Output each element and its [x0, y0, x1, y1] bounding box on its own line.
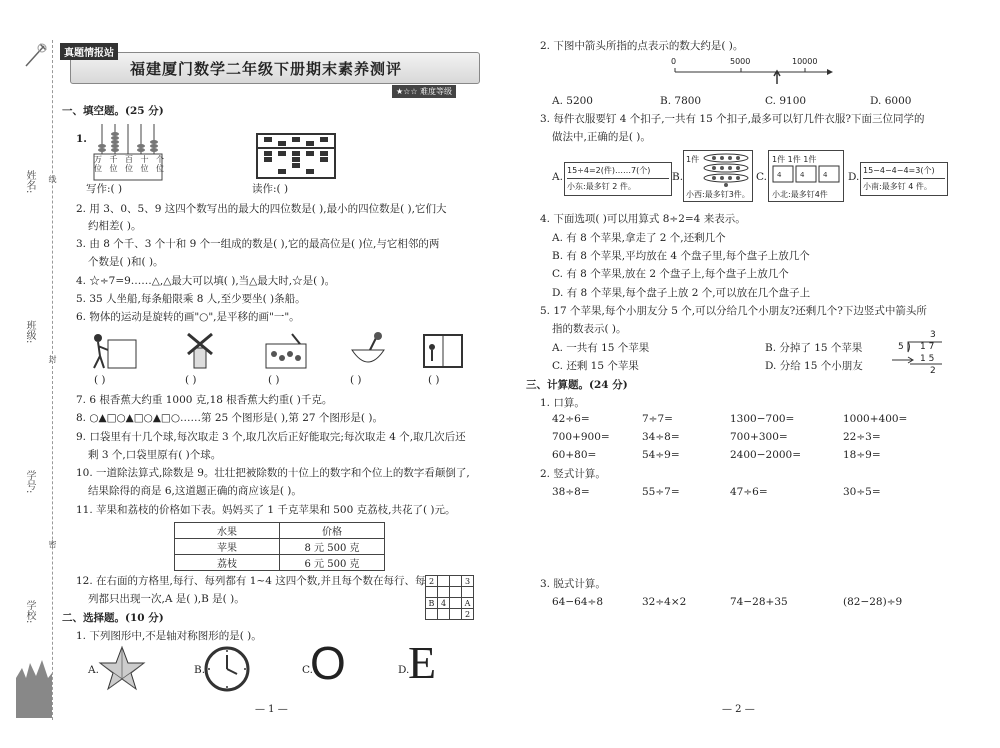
- page-number-1: — 1 —: [255, 704, 288, 715]
- sliding-window-icon: [422, 333, 464, 369]
- box-d-eq: 15−4−4−4=3(个): [863, 166, 935, 175]
- oral-item: 1300−700=: [730, 413, 795, 425]
- box-c-ans: 小北:最多钉4件: [772, 190, 828, 199]
- q6-blank-3: ( ): [268, 374, 280, 386]
- q6: 6. 物体的运动是旋转的画"○",是平移的画"一"。: [76, 311, 300, 323]
- c1-option-c: C.: [302, 664, 313, 676]
- oral-item: 18÷9=: [843, 449, 881, 461]
- grid-cell: [426, 609, 438, 620]
- tag-label: 真题情报站: [60, 43, 118, 60]
- c3-box-b: [683, 150, 753, 202]
- q8: 8. ○▲□○▲□○▲□○……第 25 个图形是( ),第 27 个图形是( )。: [76, 412, 383, 424]
- q11: 11. 苹果和荔枝的价格如下表。妈妈买了 1 千克苹果和 500 克荔枝,共花了( )元。: [76, 504, 456, 516]
- c2-option-a: A. 5200: [552, 95, 593, 107]
- section-1-heading: 一、填空题。(25 分): [62, 105, 164, 117]
- table-header-cell: 水果: [175, 523, 280, 539]
- margin-seal-word: 封: [48, 355, 57, 363]
- grid-cell: B: [426, 598, 438, 609]
- oral-item: 700+300=: [730, 431, 788, 443]
- oral-row: [552, 449, 952, 467]
- c2-option-b: B. 7800: [660, 95, 702, 107]
- mixing-bowl-icon: [348, 330, 388, 370]
- vertical-2: 55÷7=: [642, 486, 680, 498]
- oral-row: [552, 413, 952, 431]
- choice-4: 4. 下面选项( )可以用算式 8÷2=4 来表示。: [540, 213, 746, 225]
- q9-line1: 9. 口袋里有十几个球,每次取走 3 个,取几次后正好能取完;每次取走 4 个,取几次后还: [76, 431, 466, 443]
- q6-blank-4: ( ): [350, 374, 362, 386]
- q2-line2: 约相差( )。: [88, 220, 142, 232]
- c1-option-d: D.: [398, 664, 410, 676]
- grid-cell: 3: [462, 576, 474, 587]
- sudoku-grid: [425, 575, 474, 620]
- oral-item: 22÷3=: [843, 431, 881, 443]
- vertical-1: 38÷8=: [552, 486, 590, 498]
- pen-icon: [22, 40, 50, 70]
- clock-icon: [204, 646, 250, 692]
- table-header-row: [175, 523, 385, 539]
- oral-item: 700+900=: [552, 431, 610, 443]
- class-label: 班级:: [24, 320, 35, 344]
- q4: 4. ☆÷7=9……△,△最大可以填( ),当△最大时,☆是( )。: [76, 275, 336, 287]
- decor-silhouette: [14, 648, 54, 718]
- price-table: [174, 522, 385, 571]
- c3-box-d: [860, 162, 948, 196]
- q12-line2: 列都只出现一次,A 是( ),B 是( )。: [88, 593, 245, 605]
- oral-table: [552, 413, 952, 467]
- q2-line1: 2. 用 3、0、5、9 这四个数写出的最大的四位数是( ),最小的四位数是( ),它们大: [76, 203, 447, 215]
- q12-line1: 12. 在右面的方格里,每行、每列都有 1~4 这四个数,并且每个数在每行、每: [76, 575, 426, 587]
- q6-blank-1: ( ): [94, 374, 106, 386]
- grid-cell: [450, 598, 462, 609]
- box-c-label: 1件 1件 1件: [772, 155, 817, 164]
- difficulty-badge: ★☆☆ 难度等级: [392, 85, 456, 98]
- tick-10000: 10000: [792, 57, 818, 66]
- c5-option-b: B. 分掉了 15 个苹果: [765, 342, 863, 354]
- c3-option-c: C.: [756, 171, 767, 183]
- grid-cell: 2: [462, 609, 474, 620]
- divisor: 5: [898, 342, 904, 352]
- grid-cell: [462, 587, 474, 598]
- grid-cell: [450, 587, 462, 598]
- margin-bind-word: 密: [48, 540, 57, 548]
- table-cell: 8 元 500 克: [280, 539, 385, 555]
- read-answer: 读作:( ): [252, 183, 289, 195]
- section-3-heading: 三、计算题。(24 分): [526, 379, 628, 391]
- q3-line2: 个数是( )和( )。: [88, 256, 164, 268]
- c4-option-b: B. 有 8 个苹果,平均放在 4 个盘子里,每个盘子上放几个: [552, 250, 810, 262]
- table-cell: 荔枝: [175, 555, 280, 571]
- binding-line: [52, 40, 53, 720]
- star-icon: [98, 645, 146, 691]
- q1-number: 1.: [76, 133, 87, 145]
- choice-3-line1: 3. 每件衣服要钉 4 个扣子,一共有 15 个扣子,最多可以钉几件衣服?下面三位同学的: [540, 113, 925, 125]
- oral-row: [552, 431, 952, 449]
- vertical-heading: 2. 竖式计算。: [540, 468, 606, 480]
- grid-cell: [450, 609, 462, 620]
- oral-item: 34÷8=: [642, 431, 680, 443]
- svg-text:4: 4: [800, 171, 805, 179]
- quotient: 3: [930, 330, 936, 340]
- pushing-box-icon: [88, 330, 140, 370]
- c4-option-a: A. 有 8 个苹果,拿走了 2 个,还剩几个: [552, 232, 726, 244]
- oral-item: 42÷6=: [552, 413, 590, 425]
- c5-option-c: C. 还剩 15 个苹果: [552, 360, 639, 372]
- step-3: 74−28+35: [730, 596, 788, 608]
- choice-5-line1: 5. 17 个苹果,每个小朋友分 5 个,可以分给几个小朋友?还剩几个?下边竖式中箭头所: [540, 305, 927, 317]
- box-d-ans: 小南:最多钉 4 件。: [863, 178, 945, 192]
- choice-2: 2. 下图中箭头所指的点表示的数大约是( )。: [540, 40, 744, 52]
- section-2-heading: 二、选择题。(10 分): [62, 612, 164, 624]
- box-a-ans: 小东:最多钉 2 件。: [567, 178, 669, 192]
- school-label: 学校:: [24, 600, 35, 624]
- step-2: 32÷4×2: [642, 596, 687, 608]
- svg-text:4: 4: [777, 171, 782, 179]
- q7: 7. 6 根香蕉大约重 1000 克,18 根香蕉大约重( )千克。: [76, 394, 333, 406]
- grid-cell: [438, 576, 450, 587]
- c5-option-d: D. 分给 15 个小朋友: [765, 360, 863, 372]
- c5-option-a: A. 一共有 15 个苹果: [552, 342, 650, 354]
- c3-option-d: D.: [848, 171, 860, 183]
- vertical-3: 47÷6=: [730, 486, 768, 498]
- c1-option-b: B.: [194, 664, 206, 676]
- grid-cell: A: [462, 598, 474, 609]
- product: 1 5: [920, 354, 935, 364]
- margin-line-word: 线: [48, 175, 57, 183]
- c2-option-d: D. 6000: [870, 95, 912, 107]
- q10-line1: 10. 一道除法算式,除数是 9。壮壮把被除数的十位上的数字和个位上的数字看颠倒了,: [76, 467, 470, 479]
- q10-line2: 结果除得的商是 6,这道题正确的商应该是( )。: [88, 485, 302, 497]
- q6-blank-2: ( ): [185, 374, 197, 386]
- grid-cell: [438, 587, 450, 598]
- box-a-eq: 15÷4=2(件)……7(个): [567, 166, 651, 175]
- oral-heading: 1. 口算。: [540, 397, 585, 409]
- c3-option-a: A.: [552, 171, 563, 183]
- letter-e: E: [408, 637, 437, 688]
- windmill-icon: [180, 330, 220, 370]
- table-row: [175, 555, 385, 571]
- name-label: 姓名:: [24, 170, 35, 194]
- grid-cell: 2: [426, 576, 438, 587]
- choice-5-line2: 指的数表示( )。: [552, 323, 627, 335]
- abacus-slide-icon: [262, 330, 310, 370]
- step-1: 64−64÷8: [552, 596, 603, 608]
- c1-option-a: A.: [88, 664, 99, 676]
- choice-3-line2: 做法中,正确的是( )。: [552, 131, 651, 143]
- c3-box-a: [564, 162, 672, 196]
- svg-text:4: 4: [823, 171, 828, 179]
- oral-item: 60+80=: [552, 449, 597, 461]
- oral-item: 1000+400=: [843, 413, 908, 425]
- oral-item: 7÷7=: [642, 413, 673, 425]
- step-4: (82−28)÷9: [843, 596, 903, 608]
- tick-5000: 5000: [730, 57, 751, 66]
- q6-blank-5: ( ): [428, 374, 440, 386]
- c4-option-d: D. 有 8 个苹果,每个盘子上放 2 个,可以放在几个盘子上: [552, 287, 811, 299]
- number-label: 学号:: [24, 470, 35, 494]
- box-b-ans: 小西:最多钉3件。: [686, 190, 750, 199]
- q9-line2: 剩 3 个,口袋里原有( )个球。: [88, 449, 222, 461]
- table-header-cell: 价格: [280, 523, 385, 539]
- q5: 5. 35 人坐船,每条船限乘 8 人,至少要坐( )条船。: [76, 293, 306, 305]
- table-row: [175, 539, 385, 555]
- c2-option-c: C. 9100: [765, 95, 807, 107]
- abacus-place-labels: 万位 千位 百位 十位 个位: [94, 155, 164, 173]
- page-number-2: — 2 —: [722, 704, 755, 715]
- button-groups-icon: [702, 153, 750, 187]
- grid-cell: 4: [438, 598, 450, 609]
- page-title: 福建厦门数学二年级下册期末素养测评: [130, 60, 403, 78]
- vertical-4: 30÷5=: [843, 486, 881, 498]
- letter-o: O: [310, 637, 346, 689]
- table-cell: 6 元 500 克: [280, 555, 385, 571]
- dividend: 1 7: [920, 342, 935, 352]
- oral-item: 54÷9=: [642, 449, 680, 461]
- box-b-label: 1件: [686, 155, 700, 164]
- q3-line1: 3. 由 8 个千、3 个十和 9 个一组成的数是( ),它的最高位是( )位,与它相邻的两: [76, 238, 440, 250]
- remainder: 2: [930, 366, 936, 376]
- write-answer: 写作:( ): [86, 183, 123, 195]
- c3-option-b: B.: [672, 171, 684, 183]
- c3-box-c: [768, 150, 844, 202]
- table-cell: 苹果: [175, 539, 280, 555]
- counter-abacus-icon: [92, 122, 164, 182]
- step-heading: 3. 脱式计算。: [540, 578, 606, 590]
- grid-cell: [450, 576, 462, 587]
- grid-cell: [438, 609, 450, 620]
- choice-1: 1. 下列图形中,不是轴对称图形的是( )。: [76, 630, 262, 642]
- tick-0: 0: [671, 57, 677, 66]
- number-groups-icon: [772, 165, 842, 185]
- oral-item: 2400−2000=: [730, 449, 802, 461]
- bead-abacus-icon: [256, 133, 336, 179]
- c4-option-c: C. 有 8 个苹果,放在 2 个盘子上,每个盘子上放几个: [552, 268, 789, 280]
- grid-cell: [426, 587, 438, 598]
